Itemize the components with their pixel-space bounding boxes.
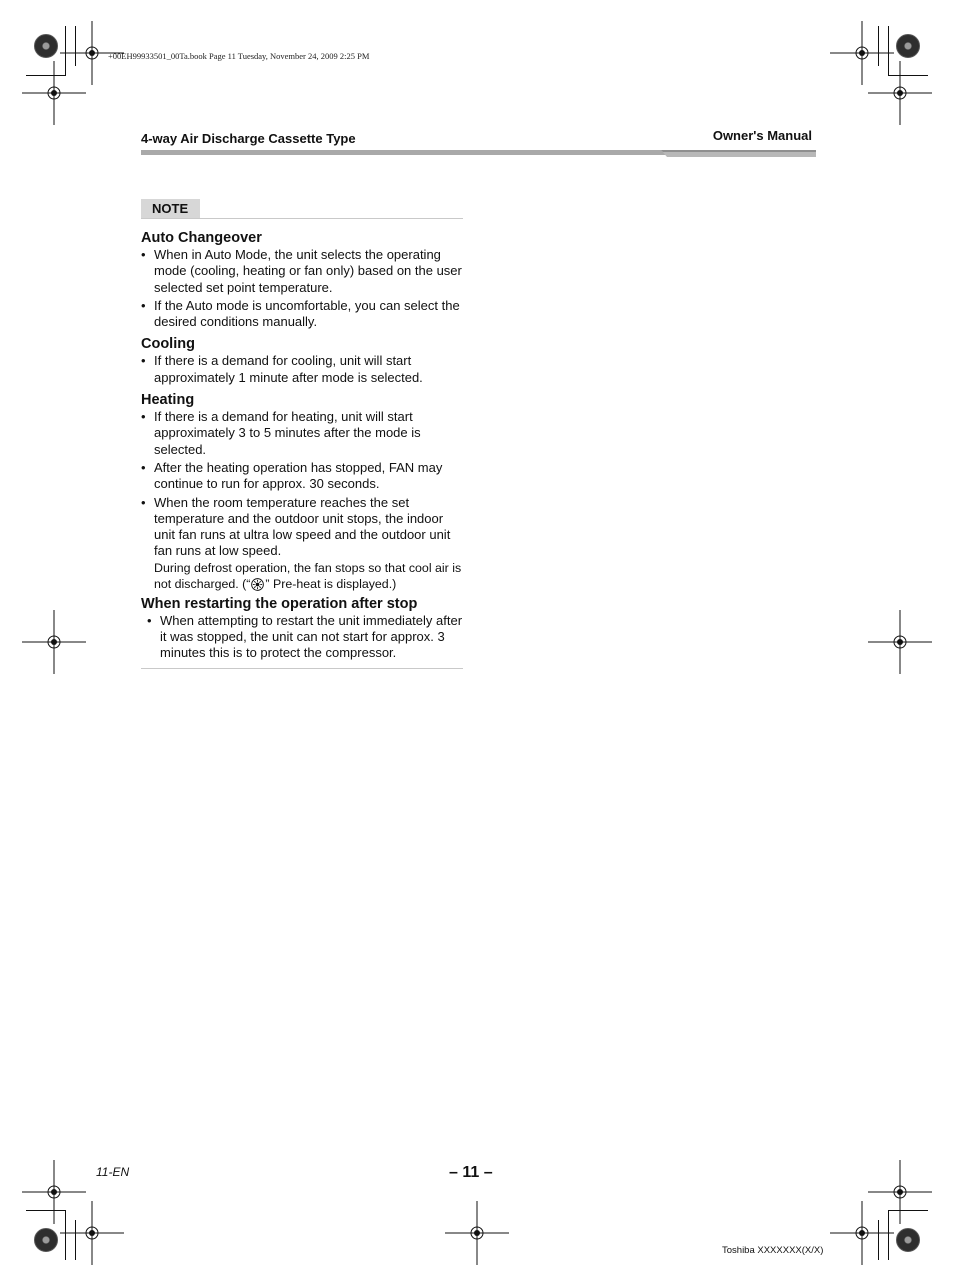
registration-mark-icon (868, 61, 932, 125)
model-code: Toshiba XXXXXXX(X/X) (722, 1245, 824, 1256)
section-restart (141, 595, 463, 662)
section-heading: Heating (141, 392, 195, 409)
defrost-note (154, 560, 463, 592)
registration-mark-icon (868, 610, 932, 674)
registration-mark-icon (22, 610, 86, 674)
note-bottom-rule (141, 668, 463, 669)
section-heading: Auto Changeover (141, 230, 262, 246)
section-auto-changeover (141, 229, 463, 330)
bullet-list (141, 613, 463, 662)
registration-mark-icon (22, 1160, 86, 1224)
registration-mark-icon (60, 1201, 124, 1265)
section-heading: Cooling (141, 336, 195, 353)
page-number: – 11 – (449, 1164, 493, 1181)
list-item: • When in Auto Mode, the unit selects the operating mode (cooling, heating or fan only) based on the user selected set point temperature. (141, 247, 463, 296)
registration-mark-icon (22, 61, 86, 125)
registration-mark-icon (868, 1160, 932, 1224)
page-code: 11-EN (96, 1165, 130, 1179)
list-item: • If there is a demand for cooling, unit will start approximately 1 minute after mode is selected. (141, 353, 463, 386)
defrost-note-text: ” Pre-heat is displayed.) (265, 576, 397, 591)
section-heading: When restarting the operation after stop (141, 595, 418, 612)
registration-mark-icon (445, 1201, 509, 1265)
bullet-list (141, 353, 463, 386)
bullet-list (141, 409, 463, 592)
preheat-icon (251, 578, 264, 591)
section-cooling (141, 335, 463, 386)
bullet-list (141, 247, 463, 330)
list-item: • If there is a demand for heating, unit will start approximately 3 to 5 minutes after the mode is selected. (141, 409, 463, 458)
list-item: • After the heating operation has stopped, FAN may continue to run for approx. 30 seconds. (141, 460, 463, 493)
list-item-text: When the room temperature reaches the set temperature and the outdoor unit stops, the indoor unit fan runs at ultra low speed and the outdoor unit fan runs at low speed. (154, 494, 451, 559)
header-bar (141, 150, 816, 157)
registration-mark-icon (830, 1201, 894, 1265)
section-heating (141, 391, 463, 592)
note-top-rule (141, 218, 463, 219)
registration-mark-icon (830, 21, 894, 85)
note-panel (141, 199, 463, 669)
print-info: +00EH99933501_00Ta.book Page 11 Tuesday, November 24, 2009 2:25 PM (108, 51, 370, 61)
manual-title: Owner's Manual (712, 128, 812, 143)
list-item: • When attempting to restart the unit immediately after it was stopped, the unit can not start for approx. 3 minutes this is to protect the compressor. (141, 613, 463, 662)
note-label: NOTE (141, 199, 200, 218)
document-title: 4-way Air Discharge Cassette Type (141, 131, 356, 146)
list-item: • If the Auto mode is uncomfortable, you can select the desired conditions manually. (141, 298, 463, 331)
defrost-note-text: During defrost operation, the fan stops so that cool air is not discharged. (“ (154, 560, 462, 591)
list-item (141, 495, 463, 592)
